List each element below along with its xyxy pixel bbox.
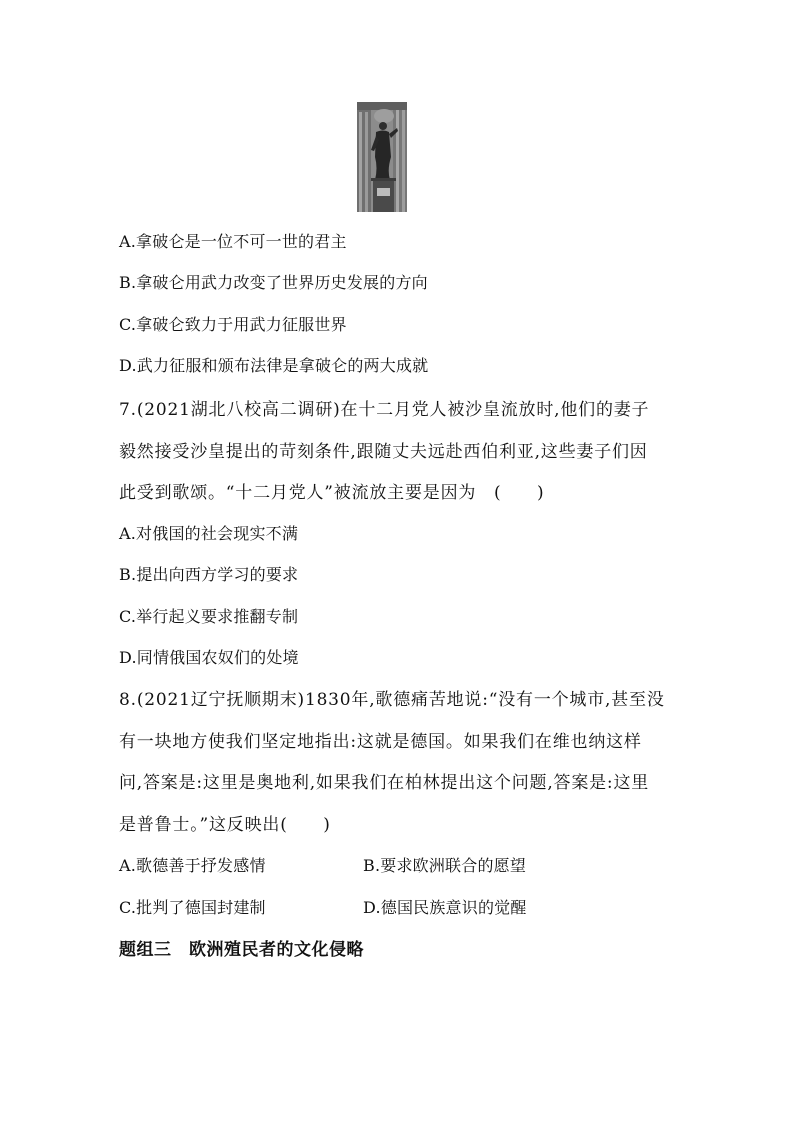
q7-option-d: D.同情俄国农奴们的处境: [119, 648, 299, 667]
q8-option-c: C.批判了德国封建制: [119, 898, 266, 917]
q8-stem-line-4: 是普鲁士。”这反映出( ): [119, 815, 331, 835]
q8-option-b: B.要求欧洲联合的愿望: [363, 856, 527, 875]
q8-stem-line-3: 问,答案是:这里是奥地利,如果我们在柏林提出这个问题,答案是:这里: [119, 773, 650, 793]
statue-photo-drawing: [357, 102, 407, 212]
q8-option-d: D.德国民族意识的觉醒: [363, 898, 527, 917]
q8-stem-line-2: 有一块地方使我们坚定地指出:这就是德国。如果我们在维也纳这样: [119, 732, 642, 752]
section-heading: 题组三 欧洲殖民者的文化侵略: [119, 940, 364, 960]
q7-option-a: A.对俄国的社会现实不满: [119, 524, 299, 543]
q8-stem-line-1: 8.(2021辽宁抚顺期末)1830年,歌德痛苦地说:“没有一个城市,甚至没: [119, 690, 665, 710]
q8-option-a: A.歌德善于抒发感情: [119, 856, 266, 875]
q7-stem-line-3: 此受到歌颂。“十二月党人”被流放主要是因为 ( ): [119, 483, 545, 503]
q7-stem-line-1: 7.(2021湖北八校高二调研)在十二月党人被沙皇流放时,他们的妻子: [119, 400, 650, 420]
q6-option-a: A.拿破仑是一位不可一世的君主: [119, 232, 347, 251]
q7-option-b: B.提出向西方学习的要求: [119, 565, 299, 584]
q6-option-b: B.拿破仑用武力改变了世界历史发展的方向: [119, 273, 428, 292]
q7-stem-line-2: 毅然接受沙皇提出的苛刻条件,跟随丈夫远赴西伯利亚,这些妻子们因: [119, 442, 648, 462]
q7-option-c: C.举行起义要求推翻专制: [119, 607, 299, 626]
q6-option-d: D.武力征服和颁布法律是拿破仑的两大成就: [119, 356, 429, 375]
q6-option-c: C.拿破仑致力于用武力征服世界: [119, 315, 347, 334]
statue-photo-icon: [357, 102, 407, 212]
